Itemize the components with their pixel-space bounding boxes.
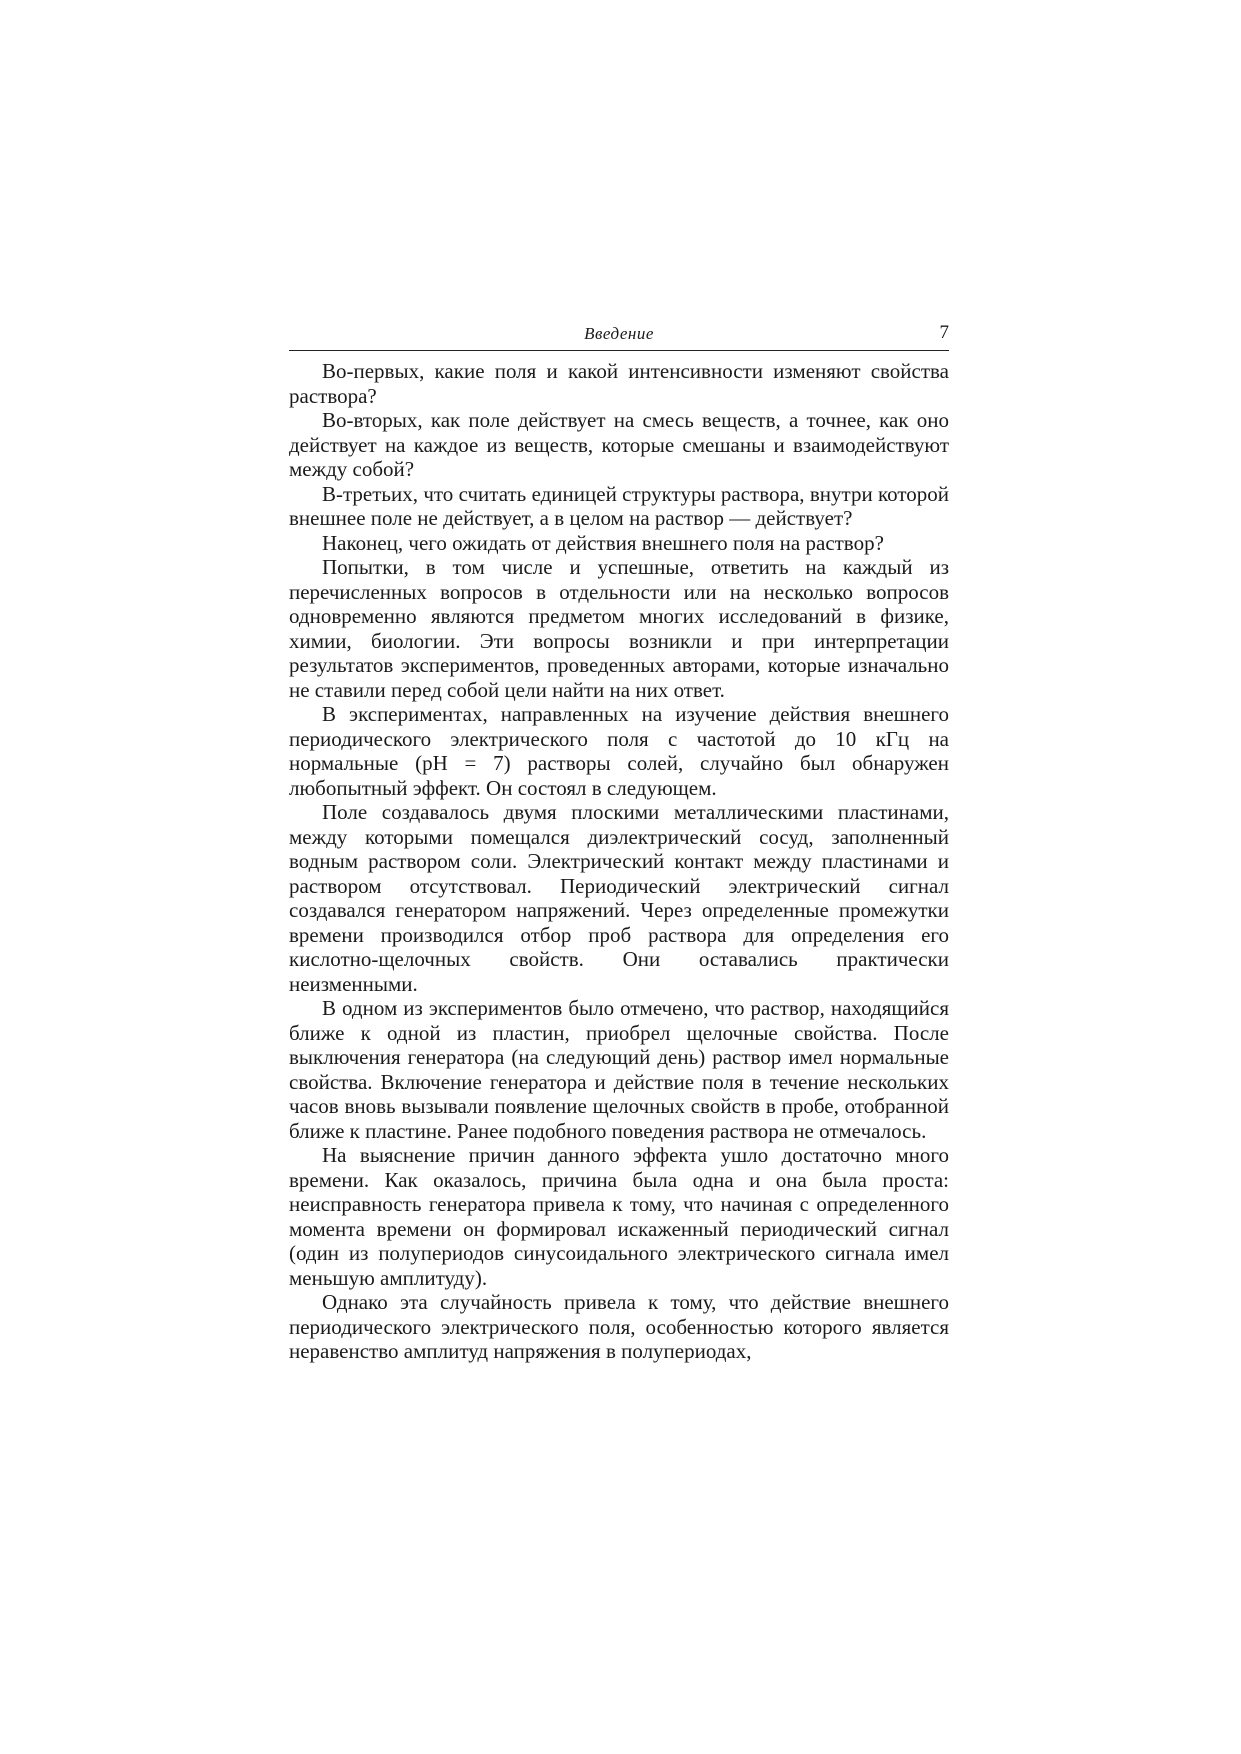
paragraph: Попытки, в том числе и успешные, ответить на каждый из перечисленных вопросов в отдельности или на несколько вопросов одновременно являются предметом многих исследований в физике, химии, биологии. Эти вопросы возникли и при интерпретации результатов экспериментов, проведенных авторами, которые изначально не ставили перед собой цели найти на них ответ. xyxy=(289,555,949,702)
paragraph: В экспериментах, направленных на изучение действия внешнего периодического электрического поля с частотой до 10 кГц на нормальные (pH = 7) растворы солей, случайно был обнаружен любопытный эффект. Он состоял в следующем. xyxy=(289,702,949,800)
book-page xyxy=(289,322,949,1364)
paragraph: Наконец, чего ожидать от действия внешнего поля на раствор? xyxy=(322,530,884,555)
body-text xyxy=(289,359,949,1364)
paragraph: В одном из экспериментов было отмечено, что раствор, находящийся ближе к одной из пластин, приобрел щелочные свойства. После выключения генератора (на следующий день) раствор имел нормальные свойства. Включение генератора и действие поля в течение нескольких часов вновь вызывали появление щелочных свойств в пробе, отобранной ближе к пластине. Ранее подобного поведения раствора не отмечалось. xyxy=(289,996,949,1143)
page-number: 7 xyxy=(939,322,949,343)
paragraph: Во-вторых, как поле действует на смесь веществ, а точнее, как оно действует на каждое из веществ, которые смешаны и взаимодействуют между собой? xyxy=(289,408,949,481)
running-header xyxy=(289,322,949,351)
paragraph: Поле создавалось двумя плоскими металлическими пластинами, между которыми помещался диэлектрический сосуд, заполненный водным раствором соли. Электрический контакт между пластинами и раствором отсутствовал. Периодический электрический сигнал создавался генератором напряжений. Через определенные промежутки времени производился отбор проб раствора для определения его кислотно-щелочных свойств. Они оставались практически неизменными. xyxy=(289,800,949,996)
paragraph: На выяснение причин данного эффекта ушло достаточно много времени. Как оказалось, причина была одна и она была проста: неисправность генератора привела к тому, что начиная с определенного момента времени он формировал искаженный периодический сигнал (один из полупериодов синусоидального электрического сигнала имел меньшую амплитуду). xyxy=(289,1143,949,1290)
running-title: Введение xyxy=(584,324,654,343)
paragraph: Во-первых, какие поля и какой интенсивности изменяют свойства раствора? xyxy=(289,359,949,408)
paragraph: В-третьих, что считать единицей структуры раствора, внутри которой внешнее поле не действует, а в целом на раствор — действует? xyxy=(289,481,949,530)
paragraph: Однако эта случайность привела к тому, что действие внешнего периодического электрического поля, особенностью которого является неравенство амплитуд напряжения в полупериодах, xyxy=(289,1290,949,1363)
